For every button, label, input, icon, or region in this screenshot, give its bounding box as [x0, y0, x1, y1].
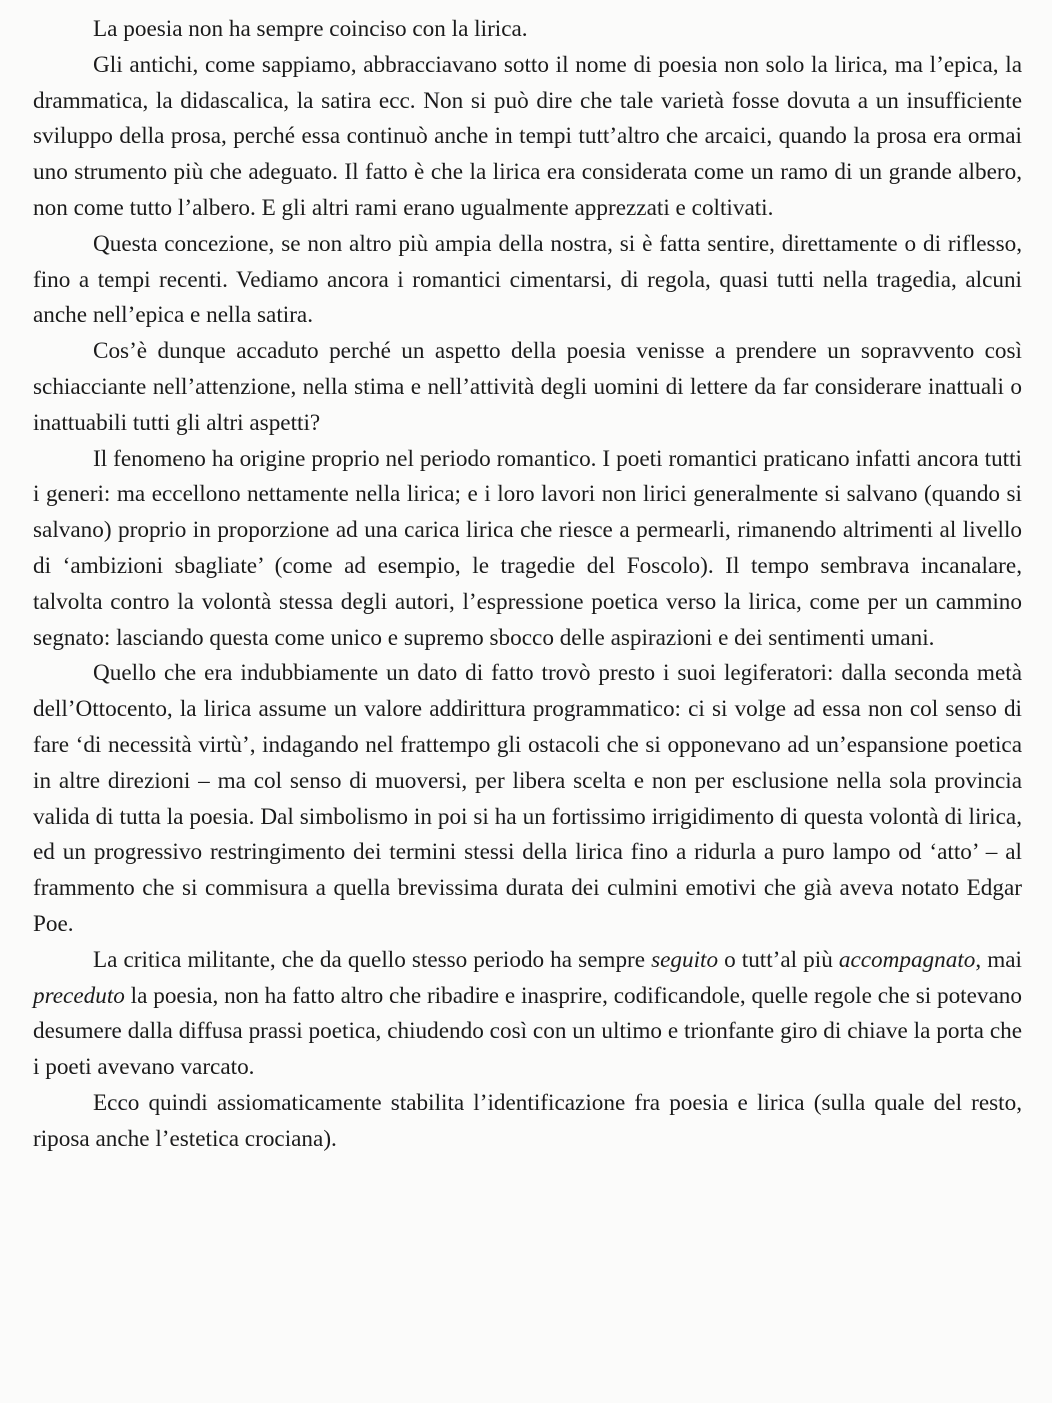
paragraph-4: Cos’è dunque accaduto perché un aspetto della poesia venisse a prendere un sopravvento così schiacciante nell’attenzione, nella stima e nell’attività degli uomini di lettere da far considerare inattuali o inattuabili tutti gli altri aspetti? — [33, 338, 1022, 436]
critica-italic-preceduto: preceduto — [33, 982, 125, 1009]
critica-text-1: La critica militante, che da quello stesso periodo ha sempre — [93, 946, 652, 973]
paragraph-5: Il fenomeno ha origine proprio nel periodo romantico. I poeti romantici praticano infatti ancora tutti i generi: ma eccellono nettamente nella lirica; e i loro lavori non lirici generalmente si salvano (quando si salvano) proprio in proporzione ad una carica lirica che riesce a permearli, rimanendo altrimenti al livello di ‘ambizioni sbagliate’ (come ad esempio, le tragedie del Foscolo). Il tempo sembrava incanalare, talvolta contro la volontà stessa degli autori, l’espressione poetica verso la lirica, come per un cammino segnato: lasciando questa come unico e supremo sbocco delle aspirazioni e dei sentimenti umani. — [33, 445, 1022, 651]
critica-italic-accompagnato: accompagnato — [838, 946, 976, 973]
critica-italic-seguito: seguito — [651, 946, 719, 973]
paragraph-6: Quello che era indubbiamente un dato di fatto trovò presto i suoi legiferatori: dalla seconda metà dell’Ottocento, la lirica assume un valore addirittura programmatico: ci si volge ad essa non col senso di fare ‘di necessità virtù’, indagando nel frattempo gli ostacoli che si opponevano ad un’espansione poetica in altre direzioni – ma col senso di muoversi, per libera scelta e non per esclusione nella sola provincia valida di tutta la poesia. Dal simbolismo in poi si ha un fortissimo irrigidimento di questa volontà di lirica, ed un progressivo restringimento dei termini stessi della lirica fino a ridurla a puro lampo od ‘atto’ – al frammento che si commisura a quella brevissima durata dei culmini emotivi che già aveva notato Edgar Poe. — [33, 660, 1022, 937]
critica-text-3: , mai — [975, 946, 1022, 973]
paragraph-1: La poesia non ha sempre coinciso con la lirica. — [93, 16, 528, 42]
paragraph-closing: Ecco quindi assiomaticamente stabilita l’identificazione fra poesia e lirica (sulla quale del resto, riposa anche l’estetica crociana). — [33, 1089, 1022, 1152]
critica-text-4: la poesia, non ha fatto altro che ribadire e inasprire, codificandole, quelle regole che si potevano desumere dalla diffusa prassi poetica, chiudendo così con un ultimo e trionfante giro di chiave la porta che i poeti avevano varcato. — [33, 982, 1022, 1081]
paragraph-2: Gli antichi, come sappiamo, abbracciavano sotto il nome di poesia non solo la lirica, ma l’epica, la drammatica, la didascalica, la satira ecc. Non si può dire che tale varietà fosse dovuta a un insufficiente sviluppo della prosa, perché essa continuò anche in tempi tutt’altro che arcaici, quando la prosa era ormai uno strumento più che adeguato. Il fatto è che la lirica era considerata come un ramo di un grande albero, non come tutto l’albero. E gli altri rami erano ugualmente apprezzati e coltivati. — [33, 51, 1022, 221]
paragraph-critica — [33, 943, 1022, 1086]
paragraph-3: Questa concezione, se non altro più ampia della nostra, si è fatta sentire, direttamente o di riflesso, fino a tempi recenti. Vediamo ancora i romantici cimentarsi, di regola, quasi tutti nella tragedia, alcuni anche nell’epica e nella satira. — [33, 230, 1022, 329]
critica-text-2: o tutt’al più — [718, 946, 839, 973]
page-text — [33, 12, 1022, 1158]
